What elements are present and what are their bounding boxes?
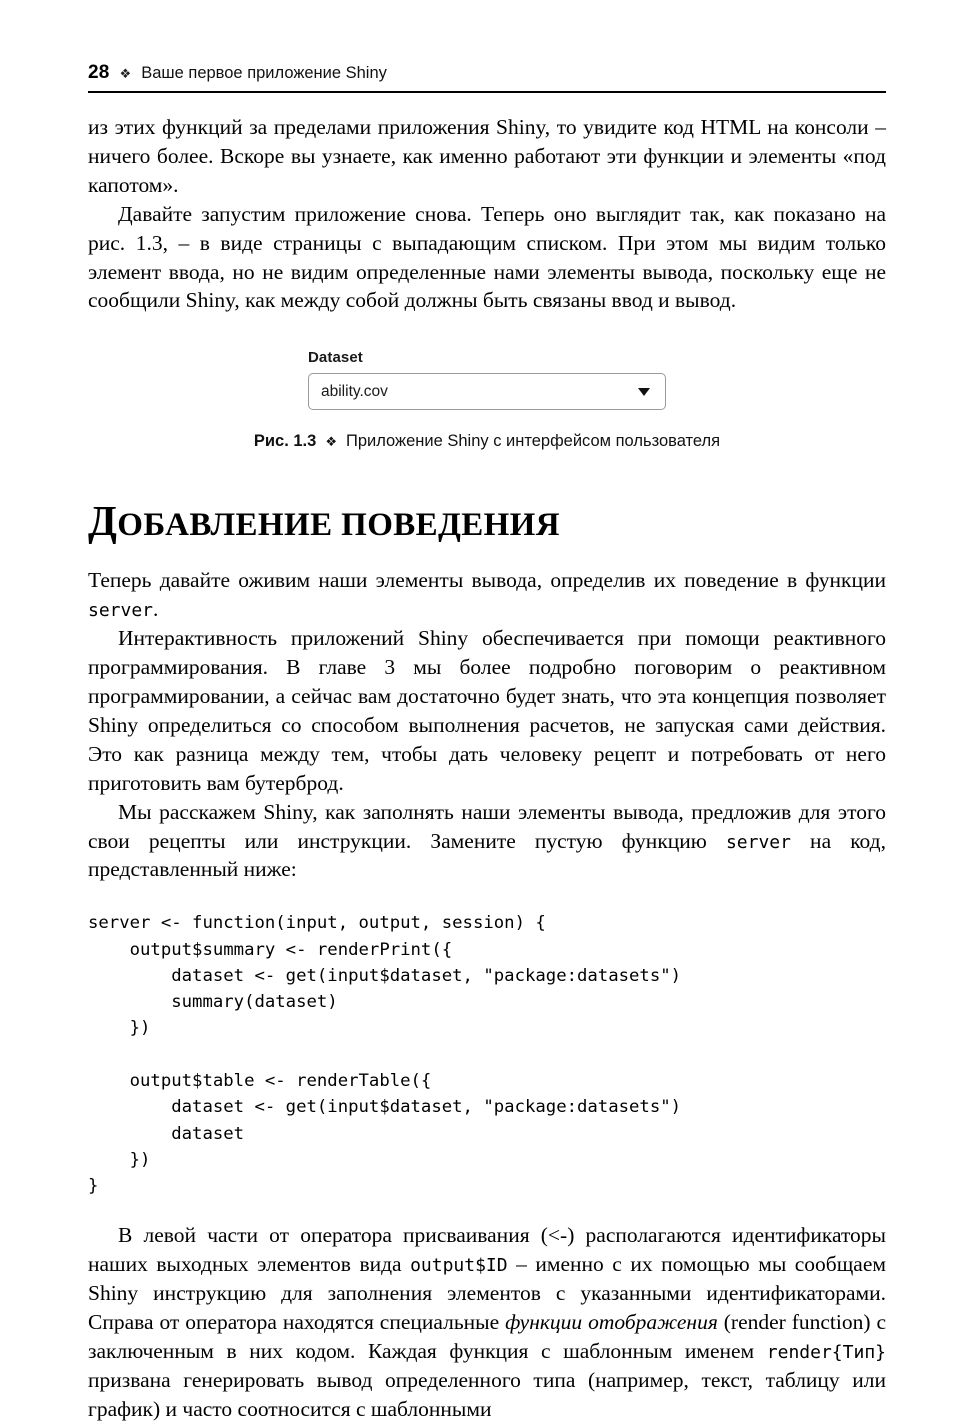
paragraph-3-part-a: Теперь давайте оживим наши элементы вывода, определив их поведение в функции: [88, 568, 886, 593]
body-paragraphs-top: [88, 113, 886, 315]
figure-caption: [254, 432, 720, 451]
paragraph-5: [88, 798, 886, 885]
chevron-down-icon: [638, 388, 650, 396]
header-divider: [88, 91, 886, 93]
dataset-label: Dataset: [308, 349, 363, 367]
paragraph-6-part-b: – именно с их помощью мы сообщаем Shiny инструкцию для заполнения элементов с указанными идентификаторами. Справа от оператора находятся специальные: [88, 1252, 886, 1335]
body-paragraphs-middle: [88, 566, 886, 884]
inline-code-server: server: [88, 600, 154, 622]
shiny-app-screenshot: [308, 349, 666, 410]
inline-code-output-id: output$ID: [410, 1255, 508, 1277]
paragraph-5-part-a: Мы расскажем Shiny, как заполнять наши элементы вывода, предложив для этого свои рецепты или инструкции. Замените пустую функцию: [88, 799, 886, 853]
dataset-select[interactable]: [308, 373, 666, 410]
page-number: 28: [88, 62, 110, 83]
dataset-select-value: ability.cov: [321, 382, 388, 400]
paragraph-6: [88, 1221, 886, 1423]
figure-caption-text: Приложение Shiny с интерфейсом пользователя: [345, 432, 721, 451]
code-block: server <- function(input, output, session) { output$summary <- renderPrint({ dataset <- get(input$dataset, "package:datasets") summary(dataset) }) output$table <- renderTable({ dataset <- get(input$dataset, "package:datasets") dataset }) }: [88, 913, 682, 1197]
running-head: [88, 0, 886, 84]
paragraph-6-part-c: (render function) с заключенным в них кодом. Каждая функция с шаблонным именем: [88, 1310, 887, 1364]
diamond-icon: ❖: [119, 66, 132, 81]
diamond-icon: ❖: [325, 434, 337, 450]
body-paragraphs-bottom: [88, 1221, 886, 1423]
paragraph-6-part-d: призвана генерировать вывод определенного типа (например, текст, таблицу или график) и часто соотносится с шаблонными: [88, 1367, 886, 1421]
paragraph-6-italic: функции отображения: [505, 1310, 718, 1335]
paragraph-4: Интерактивность приложений Shiny обеспечивается при помощи реактивного программирования. В главе 3 мы более подробно поговорим о реактивном программировании, а сейчас вам достаточно будет знать, что эта концепция позволяет Shiny определиться со способом выполнения расчетов, не запуская сами действия. Это как разница между тем, чтобы дать человеку рецепт и потребовать от него приготовить вам бутерброд.: [88, 626, 886, 795]
section-heading: [88, 498, 886, 546]
paragraph-3: [88, 566, 886, 624]
paragraph-2: Давайте запустим приложение снова. Теперь оно выглядит так, как показано на рис. 1.3, – в виде страницы с выпадающим списком. При этом мы видим только элемент ввода, но не видим определенные нами элементы вывода, поскольку еще не сообщили Shiny, как между собой должны быть связаны ввод и вывод.: [88, 201, 886, 313]
paragraph-6-part-a: В левой части от оператора присваивания (<-) располагаются идентификаторы наших выходных элементов вида: [88, 1223, 886, 1277]
section-heading-dropcap: Д: [88, 499, 118, 546]
inline-code-server-2: server: [725, 831, 791, 853]
paragraph-1: из этих функций за пределами приложения Shiny, то увидите код HTML на консоли – ничего более. Вскоре вы узнаете, как именно работают эти функции и элементы «под капотом».: [88, 115, 886, 197]
paragraph-3-part-b: .: [153, 597, 159, 622]
figure-number: Рис. 1.3: [253, 432, 317, 451]
section-heading-rest: ОБАВЛЕНИЕ ПОВЕДЕНИЯ: [117, 507, 560, 544]
chapter-title: Ваше первое приложение Shiny: [141, 64, 387, 82]
figure-1-3: [88, 349, 886, 451]
paragraph-5-part-b: на код, представленный ниже:: [88, 828, 886, 882]
inline-code-render-type: render{Тип}: [766, 1342, 886, 1364]
